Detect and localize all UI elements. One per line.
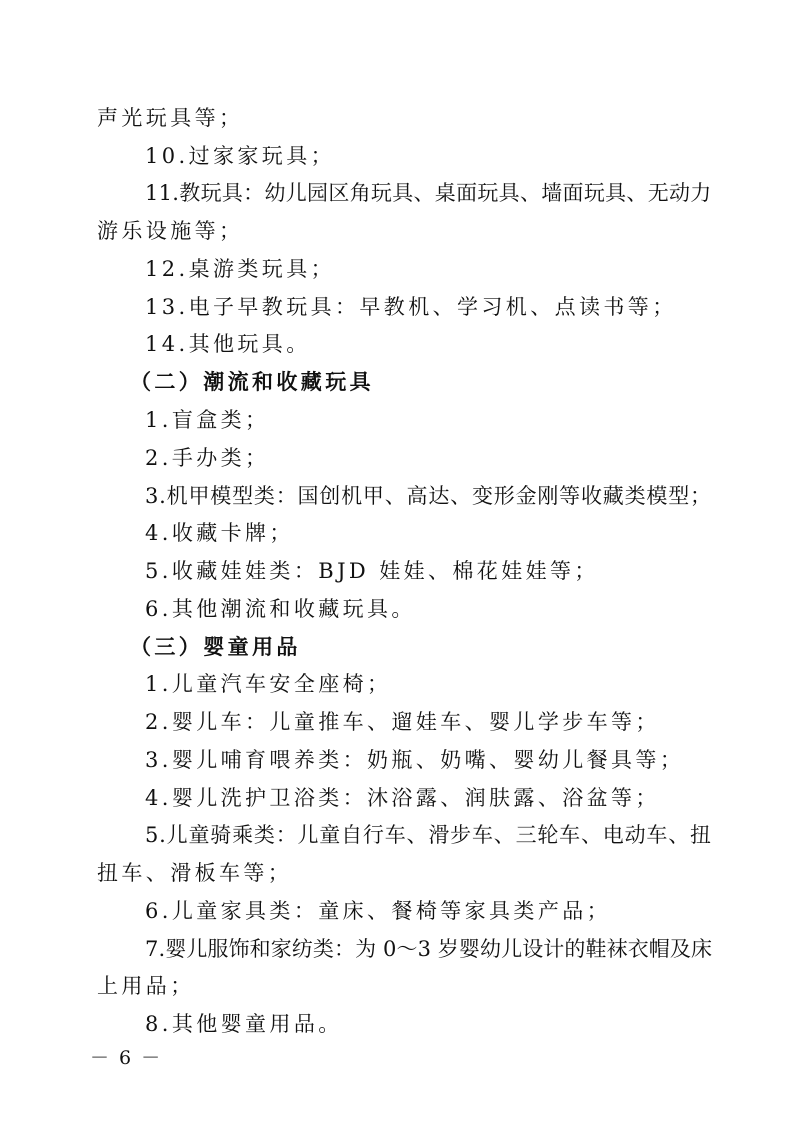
section-heading: （二）潮流和收藏玩具 bbox=[130, 370, 374, 394]
list-item: 2.手办类； bbox=[145, 446, 270, 470]
list-item: 12.桌游类玩具； bbox=[145, 257, 335, 281]
list-item: 3.机甲模型类：国创机甲、高达、变形金刚等收藏类模型； bbox=[145, 484, 712, 508]
list-item: 7.婴儿服饰和家纺类：为 0～3 岁婴幼儿设计的鞋袜衣帽及床 bbox=[145, 937, 713, 961]
page-number: － 6 － bbox=[90, 1047, 163, 1069]
list-item: 6.儿童家具类：童床、餐椅等家具类产品； bbox=[145, 899, 612, 923]
list-item: 5.儿童骑乘类：儿童自行车、滑步车、三轮车、电动车、扭 bbox=[145, 823, 712, 847]
list-item: 1.盲盒类； bbox=[145, 408, 270, 432]
paragraph-line: 声光玩具等； bbox=[97, 106, 244, 130]
list-item-continuation: 游乐设施等； bbox=[97, 219, 244, 243]
list-item: 1.儿童汽车安全座椅； bbox=[145, 672, 392, 696]
list-item: 13.电子早教玩具：早教机、学习机、点读书等； bbox=[145, 295, 677, 319]
list-item: 10.过家家玩具； bbox=[145, 144, 335, 168]
list-item: 3.婴儿哺育喂养类：奶瓶、奶嘴、婴幼儿餐具等； bbox=[145, 748, 685, 772]
list-item: 4.婴儿洗护卫浴类：沐浴露、润肤露、浴盆等； bbox=[145, 786, 660, 810]
list-item: 8.其他婴童用品。 bbox=[145, 1012, 343, 1036]
section-heading: （三）婴童用品 bbox=[130, 635, 301, 659]
list-item: 11.教玩具：幼儿园区角玩具、桌面玩具、墙面玩具、无动力 bbox=[145, 181, 712, 205]
list-item-continuation: 上用品； bbox=[97, 974, 195, 998]
list-item: 5.收藏娃娃类：BJD 娃娃、棉花娃娃等； bbox=[145, 559, 599, 583]
list-item-continuation: 扭车、滑板车等； bbox=[97, 861, 293, 885]
list-item: 14.其他玩具。 bbox=[145, 332, 311, 356]
list-item: 4.收藏卡牌； bbox=[145, 521, 294, 545]
list-item: 6.其他潮流和收藏玩具。 bbox=[145, 597, 416, 621]
list-item: 2.婴儿车：儿童推车、遛娃车、婴儿学步车等； bbox=[145, 710, 660, 734]
